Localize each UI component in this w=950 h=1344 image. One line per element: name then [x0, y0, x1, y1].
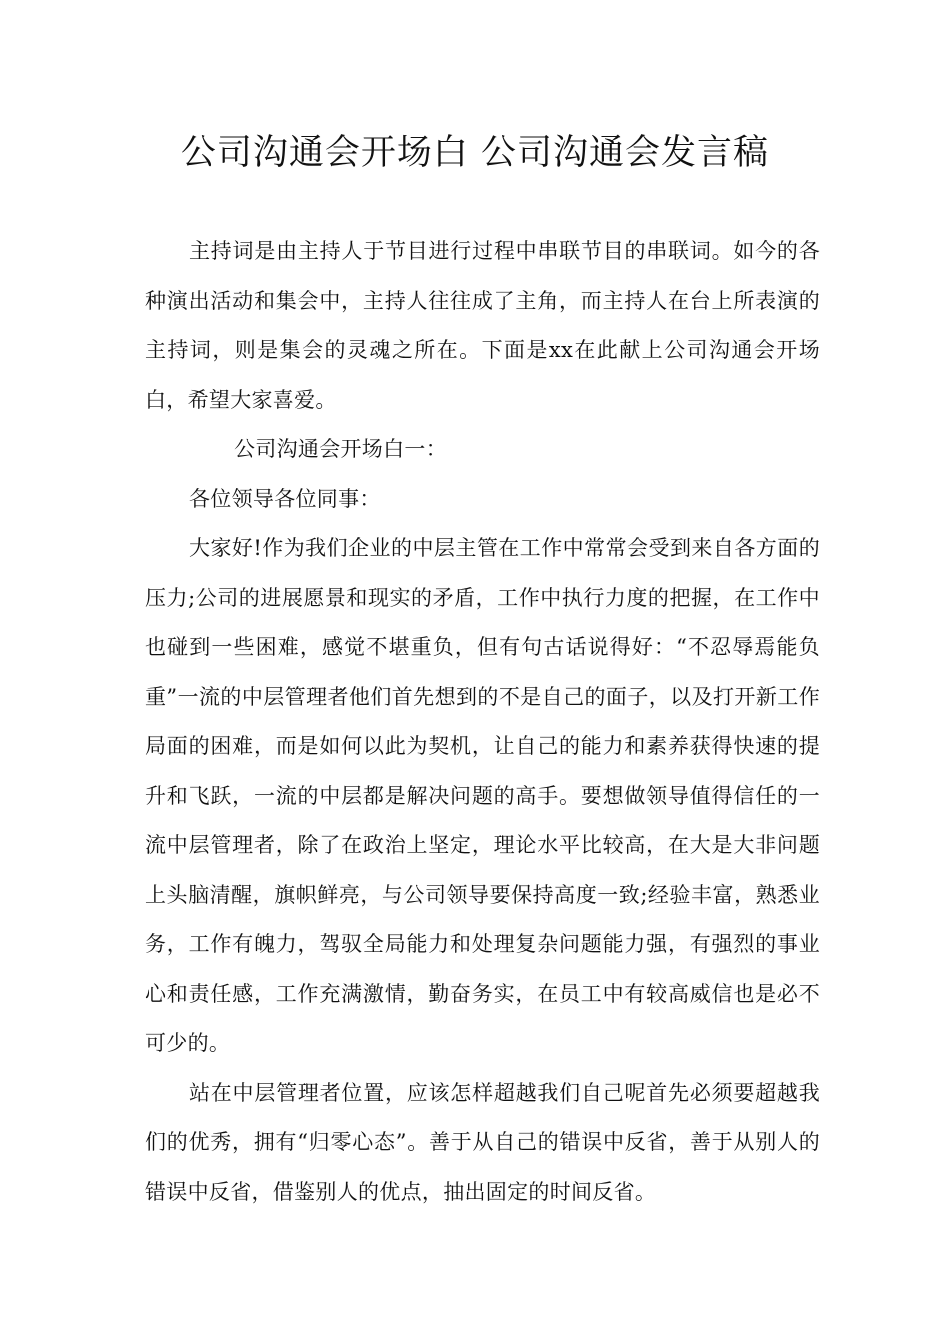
paragraph-body-2: 站在中层管理者位置，应该怎样超越我们自己呢首先必须要超越我们的优秀，拥有“归零心态”。善于从自己的错误中反省，善于从别人的错误中反省，借鉴别人的优点，抽出固定的时间反省。: [145, 1080, 820, 1204]
paragraph-intro: 主持词是由主持人于节目进行过程中串联节目的串联词。如今的各种演出活动和集会中，主持人往往成了主角，而主持人在台上所表演的主持词，则是集会的灵魂之所在。下面是xx在此献上公司沟通会开场白，希望大家喜爱。: [145, 239, 820, 412]
paragraph-section-heading: 公司沟通会开场白一：: [234, 437, 447, 461]
document-body: [145, 227, 820, 1217]
paragraph-body-1: 大家好!作为我们企业的中层主管在工作中常常会受到来自各方面的压力;公司的进展愿景和现实的矛盾，工作中执行力度的把握，在工作中也碰到一些困难，感觉不堪重负，但有句古话说得好：“不忍辱焉能负重”一流的中层管理者他们首先想到的不是自己的面子，以及打开新工作局面的困难，而是如何以此为契机，让自己的能力和素养获得快速的提升和飞跃，一流的中层都是解决问题的高手。要想做领导值得信任的一流中层管理者，除了在政治上坚定，理论水平比较高，在大是大非问题上头脑清醒，旗帜鲜亮，与公司领导要保持高度一致;经验丰富，熟悉业务，工作有魄力，驾驭全局能力和处理复杂问题能力强，有强烈的事业心和责任感，工作充满激情，勤奋务实，在员工中有较高威信也是必不可少的。: [145, 536, 820, 1055]
document-title: 公司沟通会开场白 公司沟通会发言稿: [180, 133, 770, 173]
paragraph-salutation: 各位领导各位同事：: [189, 486, 381, 511]
